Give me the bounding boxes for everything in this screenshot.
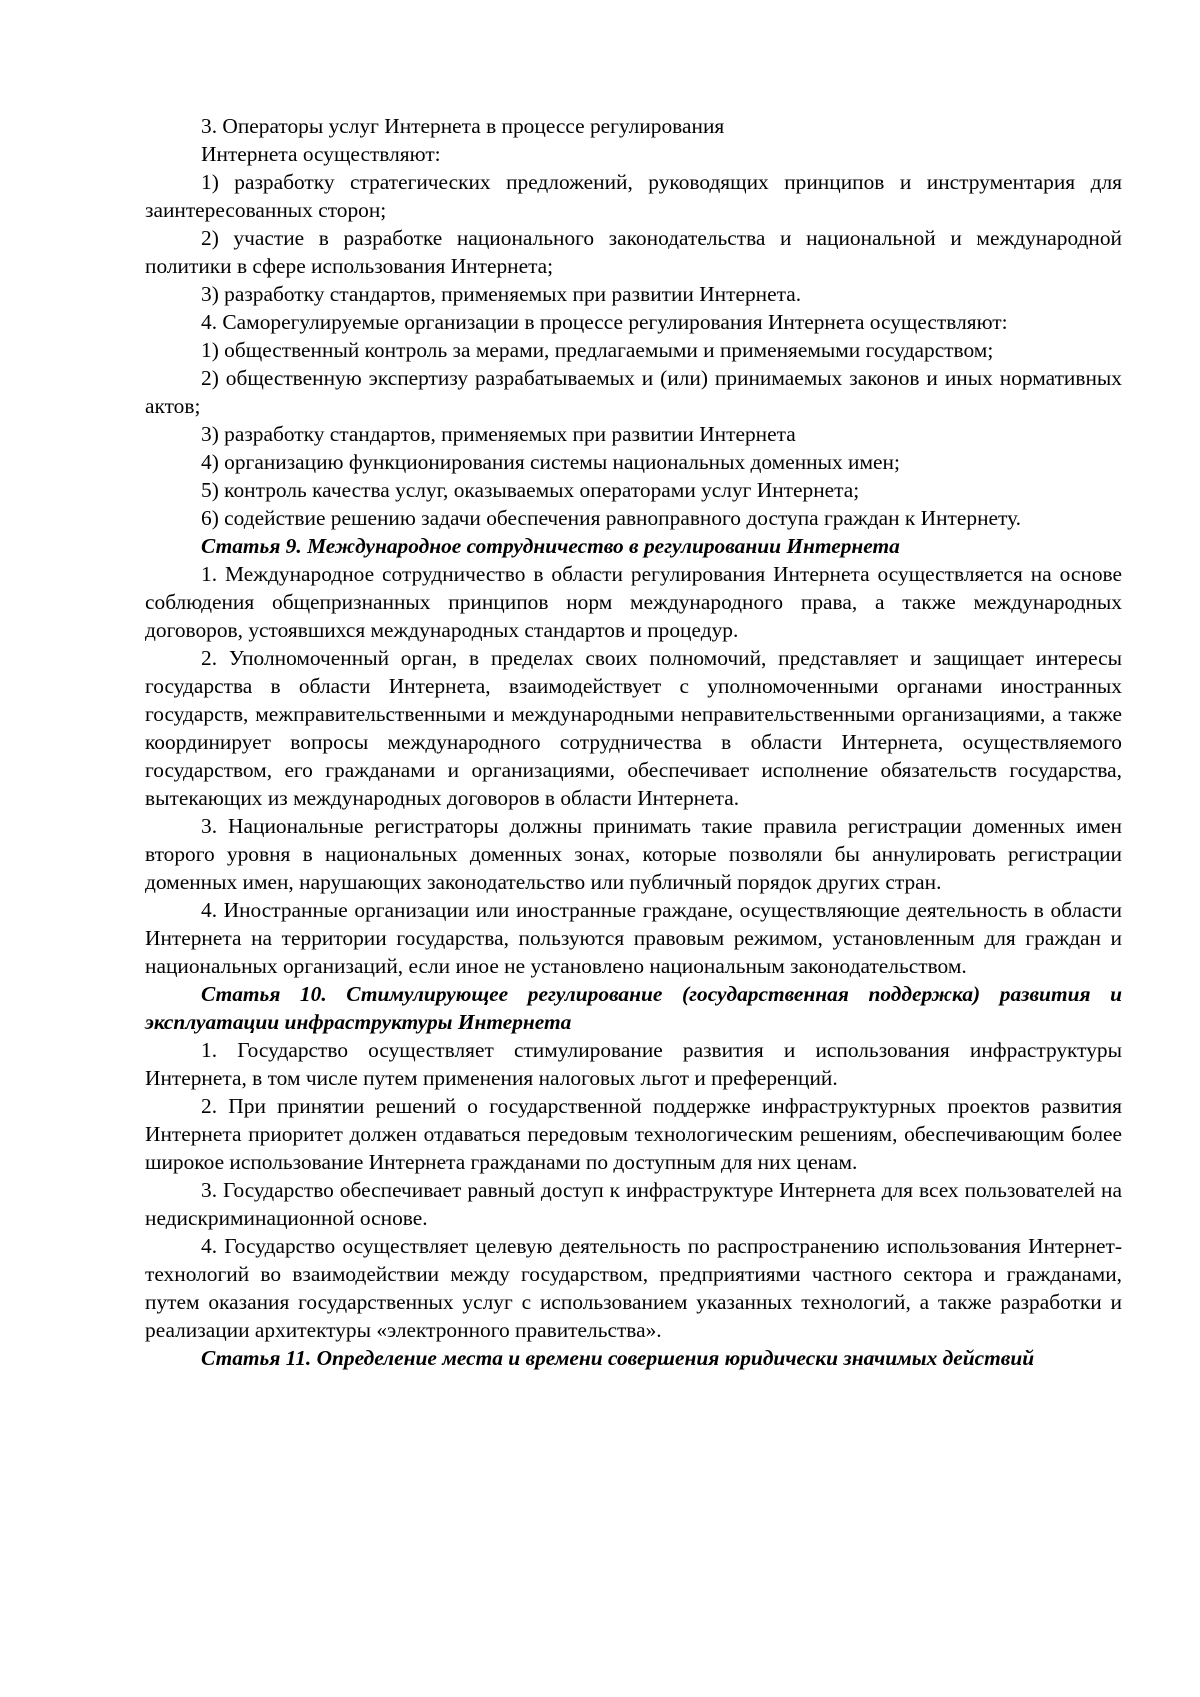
paragraph: 2. При принятии решений о государственной поддержке инфраструктурных проектов развития Интернета приоритет должен отдаваться передовым технологическим решениям, обеспечивающим более широкое использование Интернета гражданами по доступным для них ценам. bbox=[145, 1094, 1122, 1174]
list-item: 4) организацию функционирования системы национальных доменных имен; bbox=[201, 450, 900, 474]
list-item: 1) общественный контроль за мерами, предлагаемыми и применяемыми государством; bbox=[201, 338, 994, 362]
paragraph: 2. Уполномоченный орган, в пределах своих полномочий, представляет и защищает интересы государства в области Интернета, взаимодействует с уполномоченными органами иностранных государств, межправительственными и международными неправительственными организациями, а также координирует вопросы международного сотрудничества в области Интернета, осуществляемого государством, его гражданами и организациями, обеспечивает исполнение обязательств государства, вытекающих из международных договоров в области Интернета. bbox=[145, 646, 1122, 810]
list-item: 3) разработку стандартов, применяемых при развитии Интернета. bbox=[201, 282, 802, 306]
document-page bbox=[145, 112, 1122, 1372]
list-item: 2) участие в разработке национального законодательства и национальной и международной политики в сфере использования Интернета; bbox=[145, 226, 1122, 278]
article-heading: Статья 10. Стимулирующее регулирование (государственная поддержка) развития и эксплуатации инфраструктуры Интернета bbox=[145, 982, 1122, 1034]
paragraph: 3. Операторы услуг Интернета в процессе регулирования bbox=[201, 114, 725, 138]
paragraph: 4. Иностранные организации или иностранные граждане, осуществляющие деятельность в области Интернета на территории государства, пользуются правовым режимом, установленным для граждан и национальных организаций, если иное не установлено национальным законодательством. bbox=[145, 898, 1122, 978]
list-item: 6) содействие решению задачи обеспечения равноправного доступа граждан к Интернету. bbox=[201, 506, 1021, 530]
paragraph: 4. Саморегулируемые организации в процессе регулирования Интернета осуществляют: bbox=[201, 310, 1008, 334]
list-item: 5) контроль качества услуг, оказываемых операторами услуг Интернета; bbox=[201, 478, 860, 502]
paragraph: Интернета осуществляют: bbox=[201, 142, 441, 166]
article-heading: Статья 11. Определение места и времени совершения юридически значимых действий bbox=[201, 1346, 1035, 1370]
list-item: 3) разработку стандартов, применяемых при развитии Интернета bbox=[201, 422, 796, 446]
paragraph: 3. Государство обеспечивает равный доступ к инфраструктуре Интернета для всех пользователей на недискриминационной основе. bbox=[145, 1178, 1122, 1230]
list-item: 1) разработку стратегических предложений, руководящих принципов и инструментария для заинтересованных сторон; bbox=[145, 170, 1122, 222]
article-heading: Статья 9. Международное сотрудничество в регулировании Интернета bbox=[201, 534, 900, 558]
paragraph: 3. Национальные регистраторы должны принимать такие правила регистрации доменных имен второго уровня в национальных доменных зонах, которые позволяли бы аннулировать регистрации доменных имен, нарушающих законодательство или публичный порядок других стран. bbox=[145, 814, 1122, 894]
paragraph: 1. Международное сотрудничество в области регулирования Интернета осуществляется на основе соблюдения общепризнанных принципов норм международного права, а также международных договоров, устоявшихся международных стандартов и процедур. bbox=[145, 562, 1122, 642]
paragraph: 1. Государство осуществляет стимулирование развития и использования инфраструктуры Интернета, в том числе путем применения налоговых льгот и преференций. bbox=[145, 1038, 1122, 1090]
list-item: 2) общественную экспертизу разрабатываемых и (или) принимаемых законов и иных нормативных актов; bbox=[145, 366, 1122, 418]
paragraph: 4. Государство осуществляет целевую деятельность по распространению использования Интернет-технологий во взаимодействии между государством, предприятиями частного сектора и гражданами, путем оказания государственных услуг с использованием указанных технологий, а также разработки и реализации архитектуры «электронного правительства». bbox=[145, 1234, 1122, 1342]
